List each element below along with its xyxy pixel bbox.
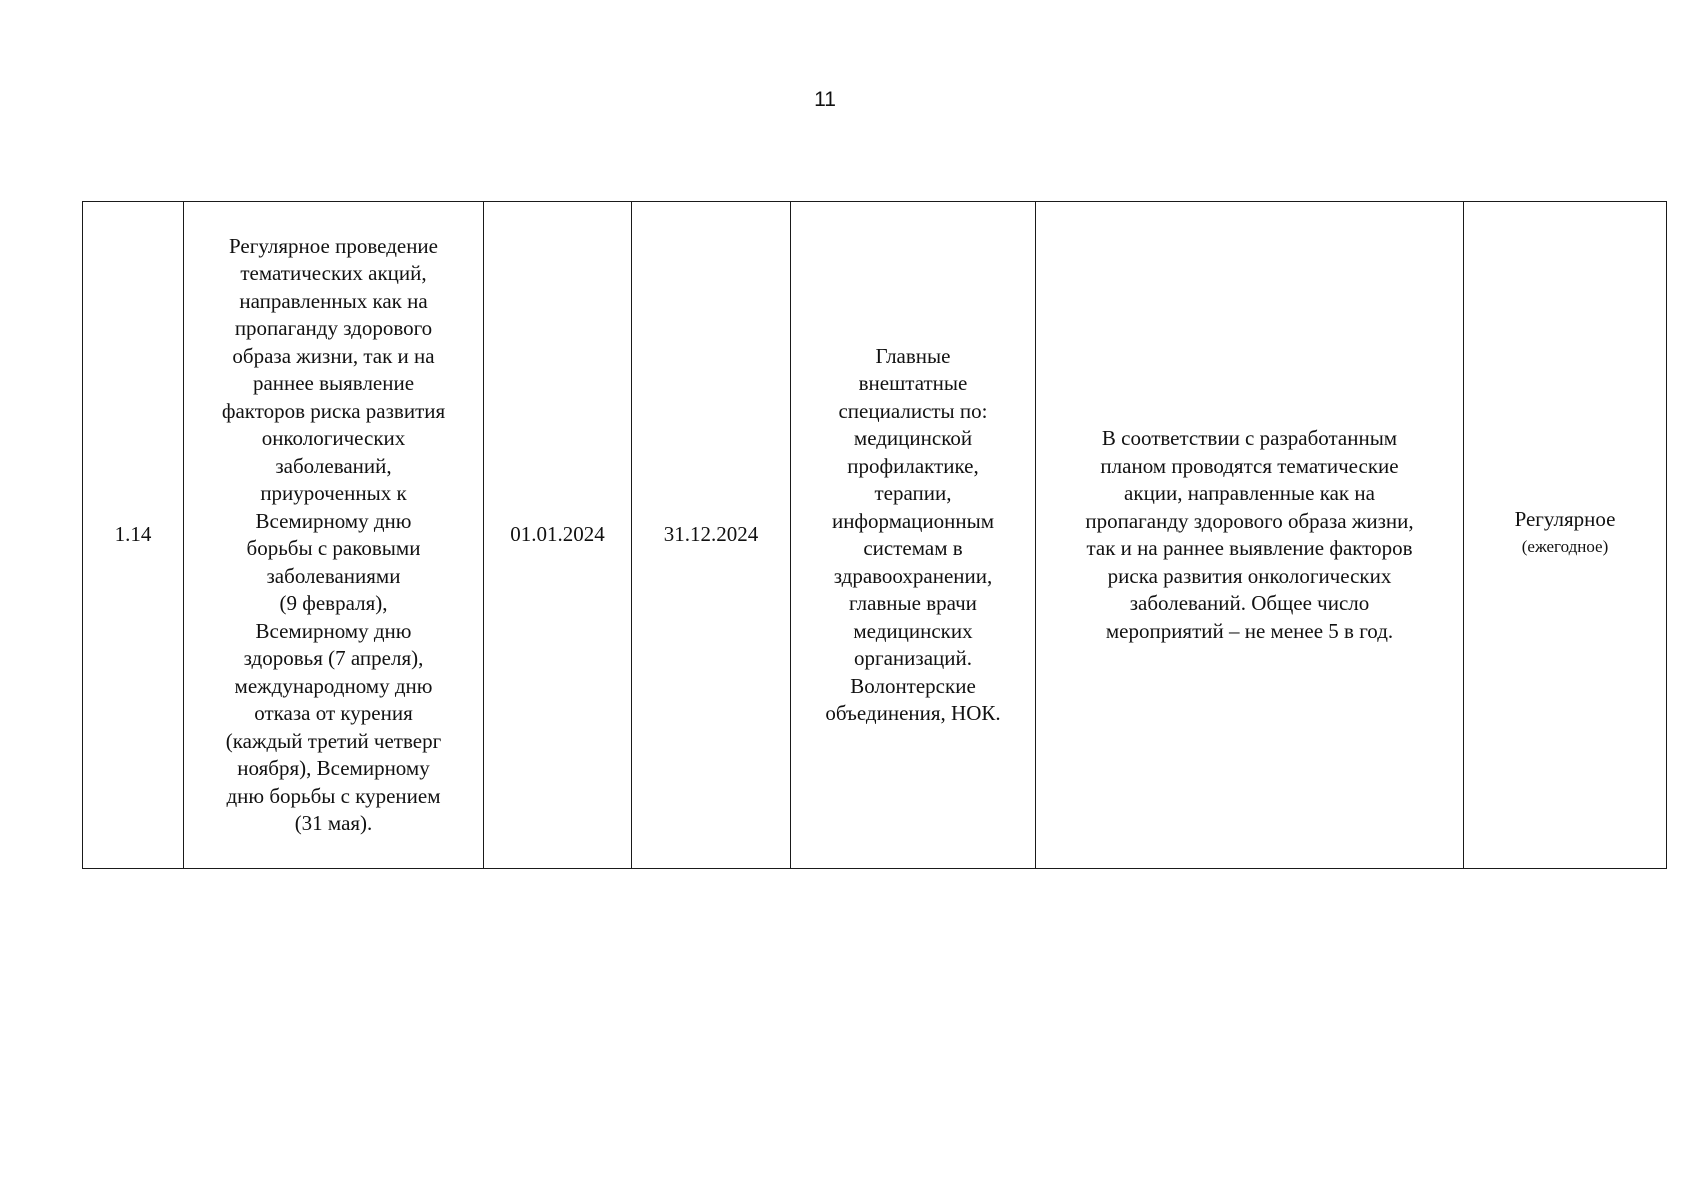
- responsible-line: терапии,: [874, 481, 952, 505]
- description-line: Всемирному дню: [255, 618, 412, 643]
- description-line: (9 февраля),: [279, 591, 388, 615]
- table-row: [83, 202, 1667, 869]
- result-line: акции, направленные как на: [1124, 481, 1375, 505]
- description-line: борьбы с раковыми: [246, 536, 421, 560]
- description-line: Всемирному дню: [255, 508, 412, 533]
- item-number-cell: 1.14: [83, 202, 184, 869]
- plan-table: [82, 201, 1667, 869]
- periodicity-value: Регулярное: [1514, 507, 1616, 532]
- description-line: направленных как на: [239, 288, 428, 313]
- description-line: (каждый третий четверг: [225, 728, 442, 753]
- description-line: дню борьбы с курением: [226, 783, 441, 808]
- responsible-line: главные врачи: [849, 591, 977, 615]
- result-line: пропаганду здорового образа жизни,: [1085, 508, 1414, 533]
- result-line: заболеваний. Общее число: [1129, 591, 1370, 615]
- responsible-line: системам в: [863, 536, 963, 560]
- description-line: приуроченных к: [260, 481, 407, 505]
- responsible-line: медицинских: [853, 618, 973, 643]
- description-line: факторов риска развития: [221, 398, 446, 423]
- description-line: здоровья (7 апреля),: [243, 646, 424, 670]
- result-line: риска развития онкологических: [1107, 563, 1392, 588]
- page-number: 11: [814, 88, 836, 111]
- responsible-line: Волонтерские: [850, 673, 976, 698]
- periodicity-note: (ежегодное): [1521, 536, 1609, 556]
- description-line: заболеваниями: [266, 563, 401, 588]
- responsible-line: профилактике,: [847, 453, 979, 478]
- result-line: так и на раннее выявление факторов: [1086, 536, 1413, 560]
- responsible-line: Главные: [875, 343, 951, 368]
- description-line: международному дню: [234, 673, 433, 698]
- description-line: онкологических: [261, 426, 406, 450]
- result-line: планом проводятся тематические: [1100, 453, 1399, 478]
- responsible-line: здравоохранении,: [833, 563, 993, 588]
- description-line: тематических акций,: [240, 261, 427, 285]
- responsible-line: информационным: [831, 508, 995, 533]
- description-line: отказа от курения: [254, 701, 413, 725]
- description-line: пропаганду здорового: [234, 316, 433, 340]
- description-line: раннее выявление: [252, 371, 415, 395]
- responsible-cell: [791, 202, 1036, 869]
- description-line: ноября), Всемирному: [237, 756, 430, 780]
- responsible-line: внештатные: [858, 371, 968, 395]
- result-line: мероприятий – не менее 5 в год.: [1105, 618, 1394, 643]
- description-line: заболеваний,: [275, 453, 392, 478]
- description-line: Регулярное проведение: [229, 233, 438, 258]
- responsible-line: медицинской: [853, 426, 973, 450]
- periodicity-cell: [1464, 202, 1667, 869]
- event-description-cell: [184, 202, 484, 869]
- responsible-line: объединения, НОК.: [825, 701, 1001, 725]
- description-line: образа жизни, так и на: [232, 343, 435, 368]
- responsible-line: организаций.: [854, 646, 972, 670]
- expected-result-cell: [1036, 202, 1464, 869]
- end-date-cell: 31.12.2024: [632, 202, 791, 869]
- description-line: (31 мая).: [294, 811, 373, 835]
- result-line: В соответствии с разработанным: [1101, 426, 1398, 450]
- start-date-cell: 01.01.2024: [484, 202, 632, 869]
- responsible-line: специалисты по:: [838, 398, 988, 423]
